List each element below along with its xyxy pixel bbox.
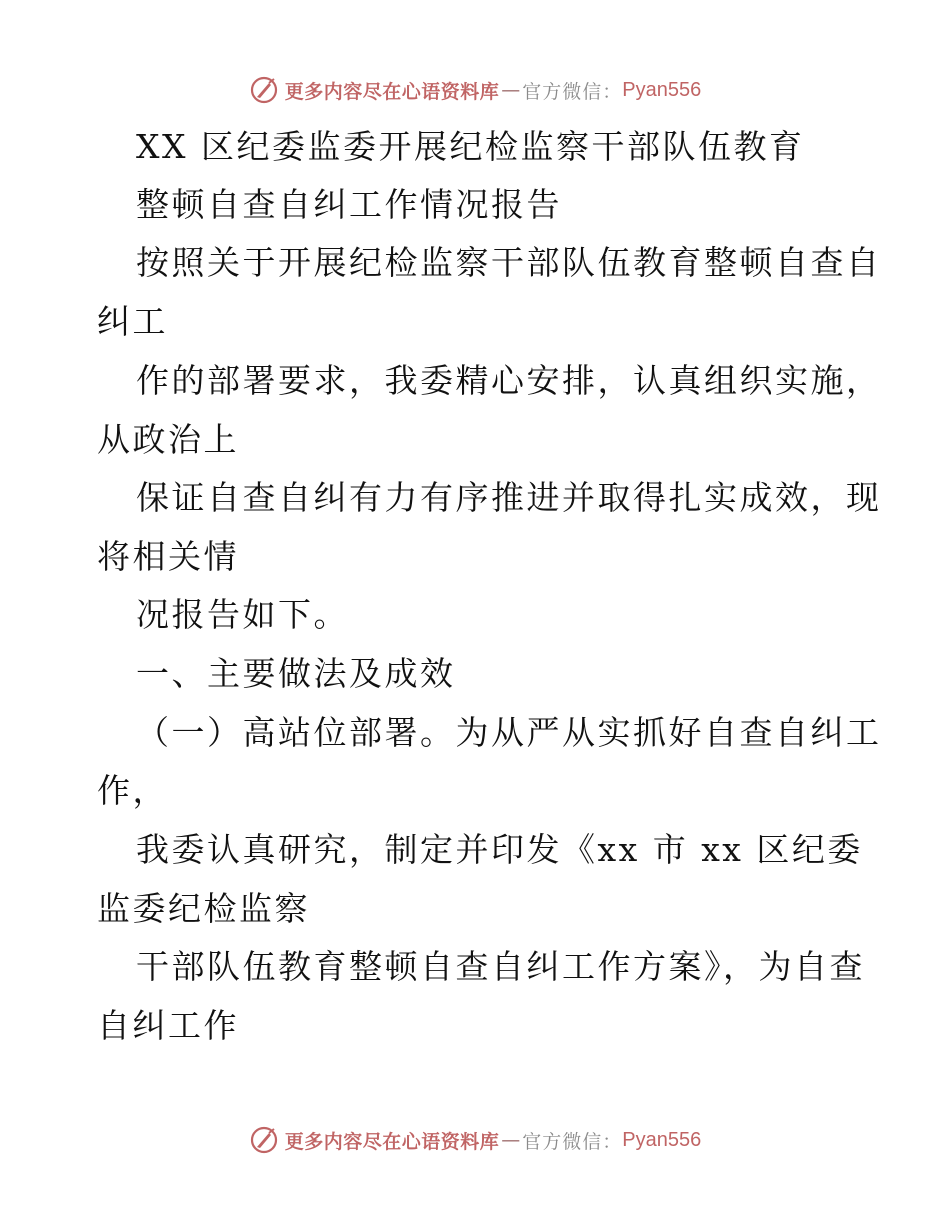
document-title-line-2: 整顿自查自纠工作情况报告: [136, 185, 562, 224]
body-line: 按照关于开展纪检监察干部队伍教育整顿自查自: [136, 243, 882, 282]
quill-logo-icon: [249, 1125, 279, 1155]
subsection-heading: （一）高站位部署。为从严从实抓好自查自纠工: [136, 713, 882, 752]
body-line: 保证自查自纠有力有序推进并取得扎实成效，现: [136, 478, 882, 517]
watermark-contact-label: 官方微信：: [522, 80, 623, 103]
section-heading: 一、主要做法及成效: [136, 654, 456, 693]
watermark-brand: 更多内容尽在心语资料库: [284, 1130, 500, 1153]
body-line: 将相关情: [97, 537, 239, 576]
body-line: 作的部署要求，我委精心安排，认真组织实施，: [136, 361, 882, 400]
watermark-contact-id: Pyan556: [622, 78, 702, 101]
watermark-separator: —: [501, 1129, 521, 1151]
body-line: 况报告如下。: [136, 595, 349, 634]
body-line: 我委认真研究，制定并印发《xx 市 xx 区纪委: [136, 830, 863, 869]
watermark-banner-bottom: [0, 1120, 950, 1160]
watermark-separator: —: [501, 79, 521, 101]
body-line: 作，: [97, 771, 168, 810]
document-title-line-1: XX 区纪委监委开展纪检监察干部队伍教育: [136, 127, 805, 166]
body-line: 从政治上: [97, 420, 239, 459]
body-line: 纠工: [97, 302, 168, 341]
watermark-contact-label: 官方微信：: [522, 1130, 623, 1153]
body-line: 干部队伍教育整顿自查自纠工作方案》，为自查: [136, 947, 865, 986]
watermark-contact-id: Pyan556: [622, 1128, 702, 1151]
body-line: 自纠工作: [97, 1006, 239, 1045]
watermark-brand: 更多内容尽在心语资料库: [284, 80, 500, 103]
body-line: 监委纪检监察: [97, 889, 310, 928]
